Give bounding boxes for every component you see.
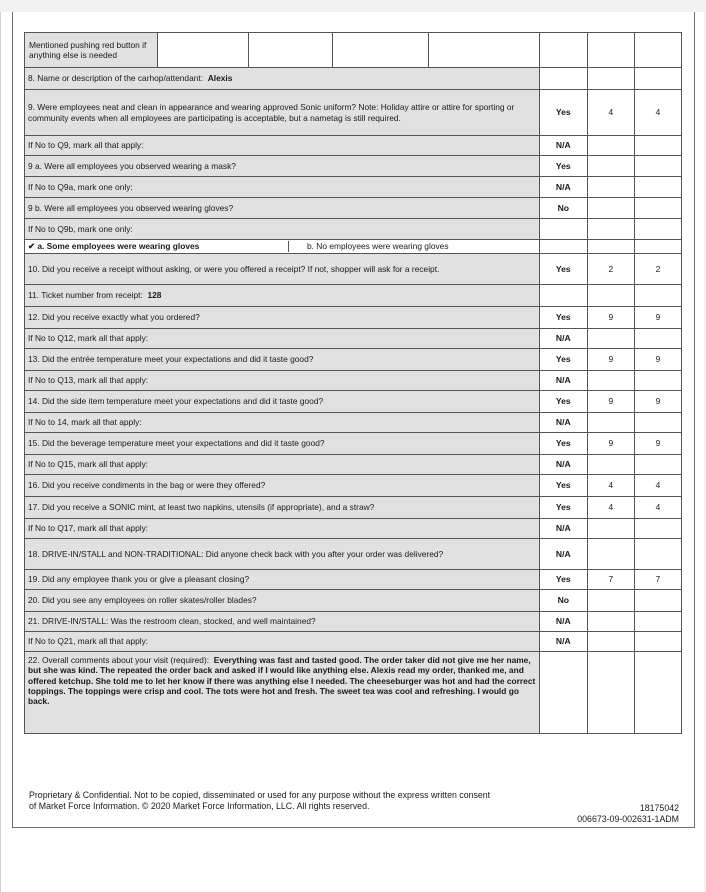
points-possible-cell [634,519,681,539]
table-row [25,240,682,254]
points-possible-cell [634,329,681,349]
table-row [25,371,682,391]
points-possible-cell [634,156,681,177]
question-cell [25,371,540,391]
table-row [25,285,682,307]
points-earned-cell: 9 [587,433,634,455]
gloves-option-b: b. No employees were wearing gloves [307,241,449,252]
answer-cell: Yes [539,254,587,285]
question-text: 20. Did you see any employees on roller skates/roller blades? [28,595,257,606]
question-text: If No to Q9a, mark one only: [28,181,133,192]
points-earned-cell [587,632,634,652]
response-value: 128 [147,290,162,301]
question-text: 8. Name or description of the carhop/attendant: [28,73,204,84]
table-row [25,219,682,240]
question-text: 13. Did the entrée temperature meet your expectations and did it taste good? [28,354,314,365]
points-earned-cell: 4 [587,497,634,519]
table-row [25,539,682,570]
answer-cell: Yes [539,433,587,455]
table-row [25,475,682,497]
answer-cell [539,68,587,90]
question-cell [25,219,540,240]
points-possible-cell [634,413,681,433]
table-row [25,652,682,734]
gloves-option-a-selected: ✔ a. Some employees were wearing gloves [25,241,289,251]
question-text: If No to 14, mark all that apply: [28,417,142,428]
answer-cell: N/A [539,632,587,652]
table-row [25,632,682,652]
question-cell [25,455,540,475]
points-possible-cell: 4 [634,475,681,497]
question-cell [25,539,540,570]
question-text: 10. Did you receive a receipt without asking, or were you offered a receipt? If not, shopper will ask for a receipt. [28,263,440,274]
answer-cell: Yes [539,90,587,136]
question-text: If No to Q13, mark all that apply: [28,375,149,386]
points-earned-cell [587,177,634,198]
table-row [25,413,682,433]
prior-answer-grid [25,33,540,68]
comments-cell [25,652,540,734]
question-text: 21. DRIVE-IN/STALL: Was the restroom clean, stocked, and well maintained? [28,616,316,627]
question-cell [25,519,540,539]
question-text: 14. Did the side item temperature meet your expectations and did it taste good? [28,396,324,407]
question-text: If No to Q9b, mark one only: [28,223,133,234]
question-text: If No to Q9, mark all that apply: [28,140,144,151]
question-cell [25,285,540,307]
points-possible-cell: 4 [634,497,681,519]
table-row [25,570,682,590]
points-earned-cell: 9 [587,349,634,371]
question-text: If No to Q17, mark all that apply: [28,523,149,534]
points-possible-cell: 9 [634,433,681,455]
form-code: 006673-09-002631-1ADM [577,813,679,824]
points-possible-cell: 7 [634,570,681,590]
question-cell [25,136,540,156]
question-cell [25,590,540,612]
points-possible-cell [634,177,681,198]
answer-cell: Yes [539,307,587,329]
points-possible-cell [634,136,681,156]
question-text: 11. Ticket number from receipt: [28,290,143,301]
question-text: 18. DRIVE-IN/STALL and NON-TRADITIONAL: Did anyone check back with you after your order was delivered? [28,548,444,559]
points-possible-cell [634,198,681,219]
answer-cell: N/A [539,612,587,632]
page-footer [24,787,679,825]
answer-cell: Yes [539,497,587,519]
table-row [25,198,682,219]
answer-cell: N/A [539,455,587,475]
table-row [25,497,682,519]
table-row [25,519,682,539]
question-cell [25,254,540,285]
answer-cell: Yes [539,391,587,413]
table-row [25,33,682,68]
question-cell [25,349,540,371]
table-row [25,455,682,475]
survey-table [24,32,682,734]
points-earned-cell [587,612,634,632]
question-text: 16. Did you receive condiments in the bag or were they offered? [28,480,266,491]
table-row [25,307,682,329]
table-row [25,391,682,413]
points-possible-cell [634,68,681,90]
points-possible-cell: 9 [634,307,681,329]
question-text: 17. Did you receive a SONIC mint, at least two napkins, utensils (if appropriate), and a straw? [28,502,375,513]
question-cell [25,433,540,455]
points-earned-cell: 9 [587,307,634,329]
question-cell [25,307,540,329]
points-earned-cell [587,219,634,240]
answer-cell: No [539,590,587,612]
table-row [25,136,682,156]
answer-cell: No [539,198,587,219]
points-earned-cell [587,455,634,475]
question-cell [25,156,540,177]
points-earned-cell [587,539,634,570]
answer-cell: N/A [539,177,587,198]
points-earned-cell [587,285,634,307]
points-possible-cell [634,219,681,240]
points-possible-cell: 9 [634,349,681,371]
answer-cell [539,285,587,307]
question-cell [25,497,540,519]
points-earned-cell [587,329,634,349]
question-text: If No to Q15, mark all that apply: [28,459,149,470]
question-cell [25,68,540,90]
answer-cell: N/A [539,519,587,539]
table-row [25,433,682,455]
question-cell [25,391,540,413]
question-text: 19. Did any employee thank you or give a pleasant closing? [28,574,250,585]
points-earned-cell [587,371,634,391]
document-id: 18175042 [639,803,679,813]
points-earned-cell [587,136,634,156]
points-possible-cell: 2 [634,254,681,285]
answer-cell: Yes [539,475,587,497]
answer-cell: Yes [539,349,587,371]
question-cell [25,632,540,652]
points-earned-cell: 7 [587,570,634,590]
points-earned-cell [587,156,634,177]
points-possible-cell: 9 [634,391,681,413]
question-cell [25,90,540,136]
question-text: If No to Q21, mark all that apply: [28,636,149,647]
answer-cell: N/A [539,413,587,433]
question-cell [25,570,540,590]
points-earned-cell: 9 [587,391,634,413]
comments-label: 22. Overall comments about your visit (required): [28,655,210,665]
table-row [25,177,682,198]
points-earned-cell: 4 [587,90,634,136]
points-possible-cell: 4 [634,90,681,136]
points-possible-cell [634,455,681,475]
question-text: 15. Did the beverage temperature meet your expectations and did it taste good? [28,438,325,449]
table-row [25,590,682,612]
answer-cell: N/A [539,371,587,391]
answer-cell [539,219,587,240]
points-possible-cell [634,590,681,612]
selected-option-note: Mentioned pushing red button if anything else is needed [25,33,157,67]
question-text: 12. Did you receive exactly what you ordered? [28,312,200,323]
table-row [25,329,682,349]
document-page [0,12,704,892]
question-cell [25,612,540,632]
question-cell [25,413,540,433]
legal-notice: Proprietary & Confidential. Not to be copied, disseminated or used for any purpose without the express written consent of Market Force Information. © 2020 Market Force Information, LLC. All rights reserved. [29,790,491,811]
points-earned-cell [587,590,634,612]
table-row [25,156,682,177]
answer-cell: Yes [539,156,587,177]
comments-text: Everything was fast and tasted good. The order taker did not give me her name, but she was kind. The repeated the order back and asked if I would like anything else. Alexis read my order, thanked me, and offered ketchup. She told me to let her know if there was anything else I needed. The cheeseburger was hot and had the correct toppings. The toppings were crisp and cool. The tots were hot and fresh. The sweet tea was cool and refreshing. I would go back. [28,655,536,706]
question-cell [25,475,540,497]
table-row [25,349,682,371]
points-possible-cell [634,539,681,570]
question-cell [25,177,540,198]
points-earned-cell [587,413,634,433]
answer-cell: N/A [539,539,587,570]
question-text: If No to Q12, mark all that apply: [28,333,149,344]
table-row [25,90,682,136]
points-earned-cell: 4 [587,475,634,497]
points-earned-cell [587,68,634,90]
points-possible-cell [634,285,681,307]
table-row [25,68,682,90]
points-possible-cell [634,632,681,652]
table-row [25,612,682,632]
points-possible-cell [634,612,681,632]
answer-cell: N/A [539,136,587,156]
question-text: 9. Were employees neat and clean in appearance and wearing approved Sonic uniform? Note: Holiday attire or attire for sporting or community events when all employees are participating is acceptable, but a nametag is still required. [28,102,515,123]
question-text: 9 b. Were all employees you observed wearing gloves? [28,202,234,213]
answer-cell: Yes [539,570,587,590]
question-cell [25,198,540,219]
answer-cell: N/A [539,329,587,349]
points-possible-cell [634,371,681,391]
points-earned-cell [587,519,634,539]
points-earned-cell [587,198,634,219]
response-value: Alexis [207,73,233,84]
question-text: 9 a. Were all employees you observed wearing a mask? [28,160,236,171]
table-row [25,254,682,285]
question-cell [25,329,540,349]
gloves-options-cell [25,240,540,254]
points-earned-cell: 2 [587,254,634,285]
